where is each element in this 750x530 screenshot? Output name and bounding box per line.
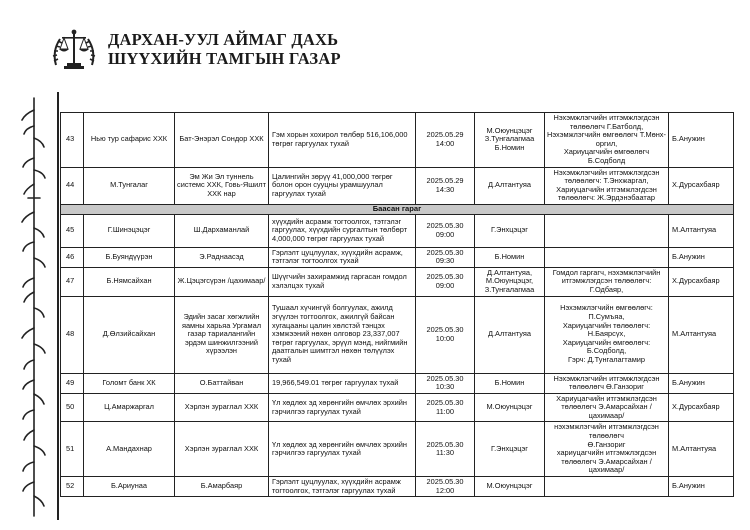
participants-cell-line: Хариуцагчийн төлөөлөгч: [562,320,651,330]
case-number-cell: 43 [61,113,84,168]
defendant-cell: Эм Жи Эл туннель системс ХХК, Говь-Яшилт ХХК нар [175,167,269,204]
judges-cell-line: Д.Алтантуяа [488,180,531,190]
clerk-cell: Б.Анужин [669,247,734,267]
datetime-cell [416,296,475,373]
margin-rule [57,92,59,520]
hearing-date: 2025.05.29 [426,130,464,140]
clerk-cell: Х.Дурсахбаяр [669,267,734,296]
table-row [61,393,734,422]
clerk-cell: Б.Анужин [669,373,734,393]
participants-cell-line: Хариуцагчийн өмгөөлөгч: [562,337,651,347]
participants-cell-line: Хариуцагчийн өмгөөлөгч Б.Содболд [563,147,650,165]
document-header [48,24,341,74]
clerk-cell: Б.Анужин [669,477,734,497]
hearing-schedule-table [60,112,734,497]
mongolian-vertical-script [12,92,52,522]
participants-cell-line: Хариуцагчийн итгэмжлэгдсэн төлөөлөгч: Ж.Эрдэнэбаатар [556,184,657,203]
case-number-cell: 52 [61,477,84,497]
claim-cell: Гэрлэлт цуцлуулах, хүүхдийн асрамж, тэтгэлэг тогтоолгох тухай [269,247,416,267]
defendant-cell: О.Баттайван [175,373,269,393]
hearing-time: 14:00 [435,138,455,148]
day-section-label: Баасан гараг [61,204,734,214]
judges-cell-line: З.Тунгалагмаа [484,134,535,144]
judges-cell-line: Б.Номин [494,377,525,387]
rows-after-section [61,214,734,497]
plaintiff-cell: Голомт банк ХК [84,373,175,393]
hearing-time: 10:30 [435,382,455,392]
plaintiff-cell: Б.Буяндүүрэн [84,247,175,267]
judges-cell-line: Д.Алтантуяа, [486,267,533,277]
clerk-cell: Х.Дурсахбаяр [669,167,734,204]
hearing-date: 2025.05.30 [426,477,464,487]
participants-cell-line: Нэхэмжлэгчийн итгэмжлэгдсэн төлөөлөгч Г.Батболд, [553,113,660,131]
case-number-cell: 46 [61,247,84,267]
organization-name [108,30,341,68]
judges-cell [475,113,545,168]
clerk-cell: Б.Анужин [669,113,734,168]
participants-cell-line: Нэхэмжлэгчийн итгэмжлэгдсэн төлөөлөгч: Т.Энхжаргал, [553,167,660,186]
hearing-date: 2025.05.30 [426,272,464,282]
defendant-cell: Ж.Цэцэгсүрэн /цахимаар/ [175,267,269,296]
participants-cell-line: Хариуцагчийн итгэмжлэгдсэн төлөөлөгч Э.Амарсайхан /цахимаар/ [556,393,657,420]
participants-cell [545,247,669,267]
judges-cell-line: Г.Энхцэцэг [491,225,528,235]
datetime-cell [416,477,475,497]
defendant-cell: Бат-Энэрэл Сондор ХХК [175,113,269,168]
section-row-group [61,204,734,214]
judges-cell-line: Б.Номин [494,143,525,153]
participants-cell [545,267,669,296]
participants-cell-line: Нэхэмжлэгчийн өмгөөлөгч Т.Мөнх-оргил, [547,130,666,148]
table-row [61,422,734,477]
datetime-cell [416,113,475,168]
claim-cell: Үл хөдлөх эд хөрөнгийн өмчлөх эрхийн гэрчилгээ гаргуулах тухай [269,422,416,477]
judges-cell [475,267,545,296]
datetime-cell [416,214,475,247]
judges-cell [475,214,545,247]
participants-cell-line: П.Сумъяа, [588,312,625,322]
plaintiff-cell: Б.Нямсайхан [84,267,175,296]
datetime-cell [416,393,475,422]
judges-cell-line: М.Оюунцэцэг [486,481,533,491]
judges-cell [475,393,545,422]
clerk-cell: М.Алтантуяа [669,422,734,477]
hearing-time: 11:00 [436,406,454,416]
judges-cell-line: М.Оюунцэцэг, [485,276,534,286]
scales-of-justice-emblem-icon [48,25,100,73]
claim-cell: Гэрлэлт цуцлуулах, хүүхдийн асрамж тогтоолгох, тэтгэлэг гаргуулах тухай [269,477,416,497]
judges-cell-line: Д.Алтантуяа [488,329,531,339]
case-number-cell: 49 [61,373,84,393]
case-number-cell: 47 [61,267,84,296]
table-row [61,113,734,168]
hearing-time: 09:00 [435,229,455,239]
rows-before-section [61,113,734,205]
participants-cell-line: Гомдол гаргагч, нэхэмжлэгчийн итгэмжлэгдсэн төлөөлөгч: [552,267,661,286]
defendant-cell: Хэрлэн зураглал ХХК [175,422,269,477]
organization-name-line-1: ДАРХАН-УУЛ АЙМАГ ДАХЬ [108,30,339,49]
table-row [61,373,734,393]
plaintiff-cell: Нью тур сафарис ХХК [84,113,175,168]
judges-cell [475,247,545,267]
case-number-cell: 50 [61,393,84,422]
judges-cell [475,296,545,373]
judges-cell-line: М.Оюунцэцэг [486,125,533,135]
hearing-time: 14:30 [435,184,455,194]
clerk-cell: Х.Дурсахбаяр [669,393,734,422]
participants-cell-line: Нэхэмжлэгчийн өмгөөлөгч: [560,303,653,313]
hearing-date: 2025.05.30 [426,397,464,407]
table-row [61,477,734,497]
datetime-cell [416,167,475,204]
plaintiff-cell: Г.Шинэцэцэг [84,214,175,247]
hearing-date: 2025.05.30 [426,220,464,230]
table-row [61,267,734,296]
participants-cell-line: Ө.Ганзориг [587,439,626,449]
case-number-cell: 48 [61,296,84,373]
schedule-table-container [60,112,720,497]
hearing-time: 10:00 [435,333,455,343]
judges-cell [475,373,545,393]
datetime-cell [416,247,475,267]
claim-cell: Гэм хорын хохирол төлбөр 516,106,000 төгрөг гаргуулах тухай [269,113,416,168]
hearing-date: 2025.05.30 [426,439,464,449]
plaintiff-cell: М.Тунгалаг [84,167,175,204]
table-row [61,167,734,204]
hearing-time: 11:30 [436,448,454,458]
participants-cell-line: Б.Содболд, [586,346,627,356]
hearing-time: 09:30 [435,256,455,266]
judges-cell-line: З.Тунгалагмаа [484,284,535,294]
participants-cell-line: Н.Баярсүх, [587,329,626,339]
claim-cell: Үл хөдлөх эд хөрөнгийн өмчлөх эрхийн гэрчилгээ гаргуулах тухай [269,393,416,422]
hearing-time: 09:00 [435,280,455,290]
participants-cell [545,296,669,373]
defendant-cell: Б.Амарбаяр [175,477,269,497]
hearing-date: 2025.05.30 [426,324,464,334]
participants-cell-line: Нэхэмжлэгчийн итгэмжлэгдсэн төлөөлөгч Ө.Ганзориг [553,373,660,392]
datetime-cell [416,373,475,393]
datetime-cell [416,267,475,296]
participants-cell-line: Г.Одбаяр, [589,284,624,294]
plaintiff-cell: А.Мандахнар [84,422,175,477]
participants-cell [545,373,669,393]
participants-cell [545,477,669,497]
plaintiff-cell: Ц.Амаржаргал [84,393,175,422]
participants-cell [545,167,669,204]
defendant-cell: Ш.Дархаманлай [175,214,269,247]
participants-cell [545,393,669,422]
clerk-cell: М.Алтантуяа [669,214,734,247]
case-number-cell: 51 [61,422,84,477]
datetime-cell [416,422,475,477]
defendant-cell: Эдийн засаг хөгжлийн яамны харьяа Ургамал газар тариалангийн эрдэм шинжилгээний хүрээлэн [175,296,269,373]
case-number-cell: 45 [61,214,84,247]
judges-cell [475,422,545,477]
judges-cell-line: Б.Номин [494,251,525,261]
table-row [61,214,734,247]
participants-cell-line: нэхэмжлэгчийн итгэмжлэгдсэн төлөөлөгч [554,422,659,441]
table-row [61,247,734,267]
day-section-row [61,204,734,214]
hearing-date: 2025.05.30 [426,373,464,383]
participants-cell-line: хариуцагчийн итгэмжлэгдсэн төлөөлөгч Э.Амарсайхан /цахимаар/ [556,448,657,475]
judges-cell [475,477,545,497]
claim-cell: Цалингийн зөрүү 41,000,000 төгрөг болон орон сууцны урамшуулал гаргуулах тухай [269,167,416,204]
plaintiff-cell: Д.Өлзийсайхан [84,296,175,373]
claim-cell: хүүхдийн асрамж тогтоолгох, тэтгэлэг гаргуулах, хүүхдийн сургалтын төлбөрт 4,000,000 төгрөг гаргуулах тухай [269,214,416,247]
table-row [61,296,734,373]
judges-cell-line: Г.Энхцэцэг [491,443,528,453]
plaintiff-cell: Б.Ариунаа [84,477,175,497]
clerk-cell: М.Алтантуяа [669,296,734,373]
organization-name-line-2: ШҮҮХИЙН ТАМГЫН ГАЗАР [108,49,341,68]
participants-cell [545,214,669,247]
participants-cell [545,422,669,477]
participants-cell [545,113,669,168]
judges-cell-line: М.Оюунцэцэг [486,402,533,412]
participants-cell-line: Гэрч: Д.Тунгалагтамир [567,354,646,364]
hearing-date: 2025.05.29 [426,176,464,186]
defendant-cell: Э.Раднаасэд [175,247,269,267]
hearing-time: 12:00 [435,485,455,495]
judges-cell [475,167,545,204]
claim-cell: Шүүгчийн захирамжид гаргасан гомдол хэлэлцэх тухай [269,267,416,296]
claim-cell: Тушаал хүчингүй болгуулах, ажилд эгүүлэн тогтоолгох, ажилгүй байсан хугацааны цалин хөлстэй тэнцэх хэмжээний нөхөн олговор 23,337,007 төгрөг гаргуулах, эрүүл мэнд, нийгмийн даатгалын шимтгэл нөхөн төлүүлэх тухай [269,296,416,373]
defendant-cell: Хэрлэн зураглал ХХК [175,393,269,422]
case-number-cell: 44 [61,167,84,204]
hearing-date: 2025.05.30 [426,247,464,257]
claim-cell: 19,966,549.01 төгрөг гаргуулах тухай [269,373,416,393]
